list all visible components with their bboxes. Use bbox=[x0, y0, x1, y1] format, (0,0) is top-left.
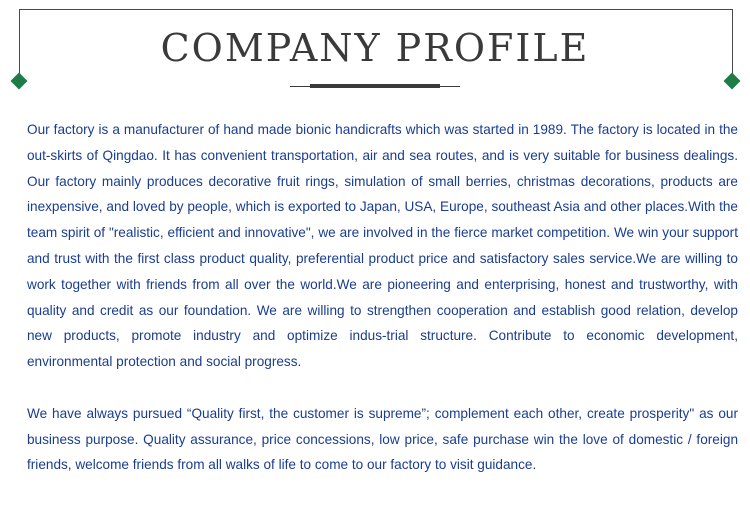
right-diamond-icon bbox=[724, 73, 741, 90]
profile-paragraph-2: We have always pursued “Quality first, the customer is supreme”; complement each other, create prosperity" as our business purpose. Quality assurance, price concessions, low price, safe purchase win the love of domestic / foreign friends, welcome friends from all walks of life to come to our factory to visit guidance. bbox=[27, 405, 738, 473]
left-diamond-icon bbox=[11, 73, 28, 90]
title-underline-thick bbox=[310, 84, 440, 88]
profile-content bbox=[27, 117, 738, 478]
profile-paragraph-1: Our factory is a manufacturer of hand made bionic handicrafts which was started in 1989. The factory is located in the out-skirts of Qingdao. It has convenient transportation, air and sea routes, and is very suitable for business dealings. Our factory mainly produces decorative fruit rings, simulation of small berries, christmas decorations, products are inexpensive, and loved by people, which is exported to Japan, USA, Europe, southeast Asia and other places.With the team spirit of "realistic, efficient and innovative", we are involved in the fierce market competition. We win your support and trust with the first class product quality, preferential product price and satisfactory sales service.We are willing to work together with friends from all over the world.We are pioneering and enterprising, honest and trustworthy, with quality and credit as our foundation. We are willing to strengthen cooperation and establish good relation, develop new products, promote industry and optimize indus-trial structure. Contribute to economic development, environmental protection and social progress. bbox=[27, 122, 738, 370]
page-title: COMPANY PROFILE bbox=[160, 26, 590, 70]
